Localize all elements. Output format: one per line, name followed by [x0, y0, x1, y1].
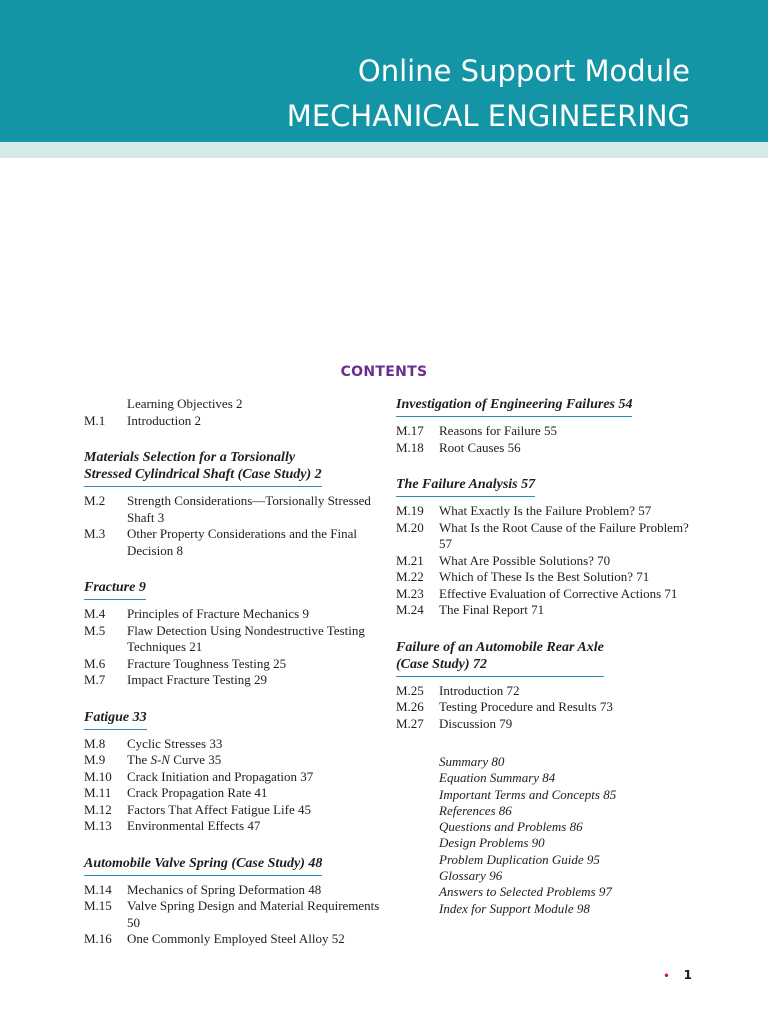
back-matter-item[interactable]: Questions and Problems 86: [439, 819, 583, 835]
header-stripe: [0, 142, 768, 158]
entry-text: Principles of Fracture Mechanics 9: [127, 606, 309, 621]
entry-text: Strength Considerations—Torsionally Stressed Shaft 3: [127, 493, 371, 525]
entry-text: Effective Evaluation of Corrective Actions 71: [439, 585, 678, 601]
section-title[interactable]: Fatigue 33: [84, 709, 147, 730]
entry-text: Root Causes 56: [439, 439, 521, 455]
entry-number: M.7: [84, 672, 106, 687]
entry-text: Cyclic Stresses 33: [127, 735, 223, 751]
entry-number: M.23: [396, 585, 424, 601]
entry-number: M.20: [396, 519, 424, 535]
entry-number: M.13: [84, 818, 112, 833]
toc-entry[interactable]: [84, 931, 384, 948]
section-title-line: Materials Selection for a Torsionally: [84, 450, 296, 465]
toc-section-materials-selection: [84, 449, 384, 559]
entry-number: M.22: [396, 569, 424, 584]
toc-left-column: [84, 396, 384, 948]
toc-entry[interactable]: [396, 520, 696, 553]
section-title[interactable]: [84, 449, 322, 487]
entry-number: M.25: [396, 682, 424, 698]
entry-number: M.27: [396, 715, 424, 731]
toc-entry[interactable]: [84, 882, 384, 899]
toc-entry[interactable]: [84, 526, 384, 559]
entry-text: Impact Fracture Testing 29: [127, 672, 268, 687]
toc-entry[interactable]: [84, 769, 384, 786]
toc-entry[interactable]: [84, 898, 384, 931]
toc-section-fracture: [84, 579, 384, 689]
module-subject: MECHANICAL ENGINEERING: [286, 99, 690, 133]
entry-text: What Are Possible Solutions? 70: [439, 552, 611, 568]
entry-text: Reasons for Failure 55: [439, 423, 558, 438]
toc-section-rear-axle: [396, 639, 696, 733]
toc-entry[interactable]: [84, 752, 384, 769]
entry-number: M.9: [84, 752, 106, 767]
toc-entry[interactable]: [396, 716, 696, 733]
back-matter-item[interactable]: Design Problems 90: [439, 835, 545, 851]
section-title-line: Failure of an Automobile Rear Axle: [396, 639, 604, 655]
section-title[interactable]: Fracture 9: [84, 579, 146, 600]
entry-text: Discussion 79: [439, 715, 513, 731]
back-matter-item[interactable]: Glossary 96: [439, 868, 503, 884]
entry-text: The Final Report 71: [439, 602, 545, 617]
entry-text: Fracture Toughness Testing 25: [127, 655, 287, 671]
toc-entry[interactable]: [396, 602, 696, 619]
section-title[interactable]: Automobile Valve Spring (Case Study) 48: [84, 855, 322, 876]
entry-number: M.5: [84, 622, 106, 638]
toc-entry[interactable]: [84, 413, 384, 430]
back-matter-item[interactable]: Answers to Selected Problems 97: [439, 884, 612, 900]
toc-entry[interactable]: [84, 493, 384, 526]
entry-number: M.1: [84, 412, 106, 428]
toc-entry[interactable]: [84, 656, 384, 673]
toc-section-failure-analysis: [396, 476, 696, 619]
entry-text: Introduction 2: [127, 412, 202, 428]
entry-text: Environmental Effects 47: [127, 818, 261, 833]
toc-entry[interactable]: [396, 423, 696, 440]
entry-text: Learning Objectives 2: [127, 396, 243, 411]
back-matter-item[interactable]: Summary 80: [439, 754, 505, 769]
toc-entry[interactable]: [84, 736, 384, 753]
toc-entry[interactable]: [396, 553, 696, 570]
toc-section-fatigue: [84, 709, 384, 835]
toc-entry[interactable]: [396, 586, 696, 603]
toc-entry[interactable]: [84, 818, 384, 835]
entry-number: M.12: [84, 801, 112, 817]
entry-text: Crack Propagation Rate 41: [127, 785, 268, 800]
entry-text-part: Curve 35: [169, 752, 222, 767]
toc-entry[interactable]: [396, 683, 696, 700]
header-banner: [0, 0, 768, 142]
entry-text: Introduction 72: [439, 682, 520, 698]
back-matter-item[interactable]: Important Terms and Concepts 85: [439, 786, 617, 802]
entry-text: One Commonly Employed Steel Alloy 52: [127, 931, 345, 946]
page-marker-dot: •: [663, 971, 670, 982]
entry-number: M.26: [396, 699, 424, 714]
toc-entry[interactable]: [84, 785, 384, 802]
entry-text: Other Property Considerations and the Final Decision 8: [127, 526, 357, 558]
toc-back-matter: [396, 754, 696, 917]
toc-entry[interactable]: [84, 396, 384, 413]
toc-entry[interactable]: [84, 672, 384, 689]
toc-entry[interactable]: [396, 569, 696, 586]
entry-number: M.10: [84, 768, 112, 784]
toc-entry[interactable]: [84, 623, 384, 656]
toc-entry[interactable]: [84, 802, 384, 819]
entry-number: M.21: [396, 552, 424, 568]
entry-text: Factors That Affect Fatigue Life 45: [127, 801, 311, 817]
entry-text: What Exactly Is the Failure Problem? 57: [439, 503, 652, 518]
entry-number: M.6: [84, 655, 106, 671]
contents-heading: CONTENTS: [340, 364, 428, 380]
entry-text-part: The: [127, 752, 151, 767]
entry-number: [84, 396, 127, 413]
entry-number: M.14: [84, 881, 112, 897]
section-title[interactable]: The Failure Analysis 57: [396, 476, 535, 497]
toc-section-investigation: [396, 396, 696, 456]
page-footer: [663, 968, 692, 982]
entry-number: M.3: [84, 526, 106, 541]
entry-text: Which of These Is the Best Solution? 71: [439, 569, 650, 584]
entry-number: M.15: [84, 898, 112, 913]
back-matter-item[interactable]: References 86: [439, 802, 512, 818]
toc-front-matter: [84, 396, 384, 429]
entry-number: M.4: [84, 606, 106, 621]
section-title[interactable]: [396, 639, 604, 677]
entry-number: M.8: [84, 735, 106, 751]
entry-number: M.11: [84, 785, 112, 800]
entry-text: Crack Initiation and Propagation 37: [127, 768, 314, 784]
back-matter-item[interactable]: Index for Support Module 98: [439, 900, 590, 916]
toc-entry[interactable]: [396, 699, 696, 716]
back-matter-item[interactable]: Problem Duplication Guide 95: [439, 851, 600, 867]
entry-text: Testing Procedure and Results 73: [439, 699, 613, 714]
section-title-line: Stressed Cylindrical Shaft (Case Study) 2: [84, 467, 322, 482]
entry-text-italic: S-N: [150, 752, 170, 767]
entry-text: What Is the Root Cause of the Failure Problem? 57: [439, 519, 689, 551]
toc-section-valve-spring: [84, 855, 384, 948]
toc-entry[interactable]: [396, 440, 696, 457]
module-title: Online Support Module: [357, 54, 690, 88]
entry-number: M.24: [396, 602, 424, 617]
section-title-line: (Case Study) 72: [396, 656, 487, 672]
back-matter-item[interactable]: Equation Summary 84: [439, 770, 556, 786]
entry-number: M.18: [396, 439, 424, 455]
entry-text: Mechanics of Spring Deformation 48: [127, 881, 322, 897]
entry-number: M.17: [396, 423, 424, 438]
section-title[interactable]: Investigation of Engineering Failures 54: [396, 396, 632, 417]
toc-entry[interactable]: [84, 606, 384, 623]
toc-right-column: [396, 396, 696, 917]
entry-number: M.2: [84, 493, 106, 508]
entry-number: M.19: [396, 503, 424, 518]
page-number: 1: [683, 968, 692, 982]
entry-number: M.16: [84, 931, 112, 946]
entry-text: [127, 752, 384, 769]
entry-text: Flaw Detection Using Nondestructive Testing Techniques 21: [127, 622, 365, 654]
entry-text: Valve Spring Design and Material Requirements 50: [127, 898, 380, 930]
toc-entry[interactable]: [396, 503, 696, 520]
